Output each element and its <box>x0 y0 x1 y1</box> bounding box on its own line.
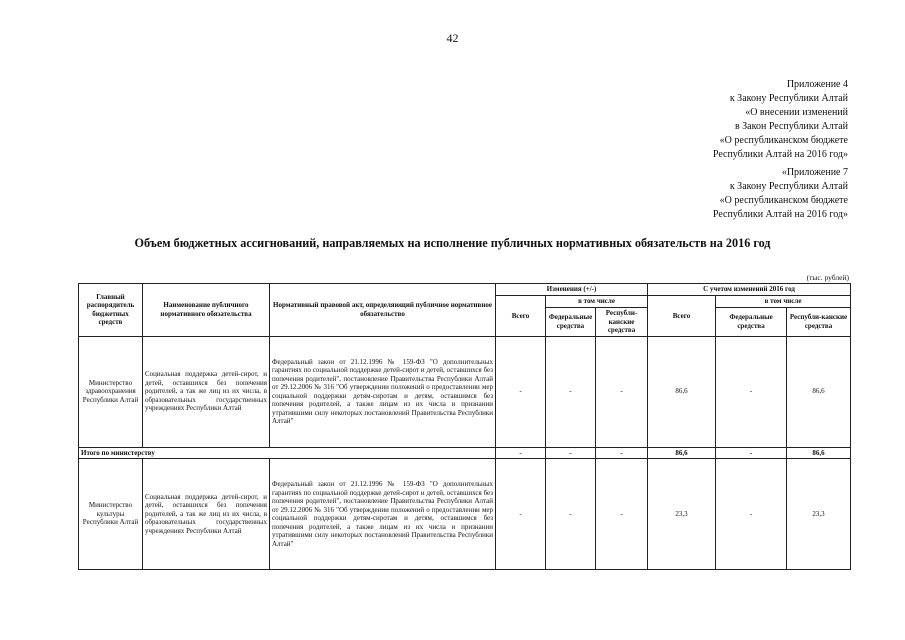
cell-changes-federal: - <box>546 336 596 447</box>
cell-total-with-changes-republican: 86,6 <box>787 447 851 459</box>
cell-with-changes-republican: 86,6 <box>787 336 851 447</box>
cell-with-changes-republican: 23,3 <box>787 459 851 570</box>
table-header-row <box>79 284 851 296</box>
cell-with-changes-total: 23,3 <box>648 459 716 570</box>
header-changes-republican: Республи-канские средства <box>596 308 648 337</box>
document-title: Объем бюджетных ассигнований, направляемых на исполнение публичных нормативных обязательств на 2016 год <box>134 236 771 250</box>
appendix-line: «О республиканском бюджете <box>719 195 848 206</box>
header-administrator: Главный распорядитель бюджетных средств <box>79 284 143 337</box>
cell-with-changes-federal: - <box>716 459 787 570</box>
cell-changes-republican: - <box>596 336 648 447</box>
appendix-line: к Закону Республики Алтай <box>729 93 848 104</box>
cell-total-with-changes-total: 86,6 <box>648 447 716 459</box>
appendix-original-header <box>713 166 848 222</box>
header-changes-including: в том числе <box>546 296 648 308</box>
table-row <box>79 336 851 447</box>
units-label: (тыс. рублей) <box>806 273 849 282</box>
cell-legal-act: Федеральный закон от 21.12.1996 № 159-ФЗ "О дополнительных гарантиях по социальной поддержке детей-сирот и детей, оставшихся без попечения родителей", постановление Правительства Республики Алтай от 29.12.2006 № 316 "Об утверждении положений о предоставлении мер социальной поддержки детям-сиротам и детям, оставшимся без попечения родителей, а также лицам из их числа и признании утратившими силу некоторых постановлений Правительства Республики Алтай" <box>270 336 496 447</box>
header-changes: Изменения (+/-) <box>496 284 648 296</box>
cell-obligation: Социальная поддержка детей-сирот, и детей, оставшихся без попечения родителей, а так же лиц из их числа, в образовательных государственных учреждениях Республики Алтай <box>143 459 270 570</box>
header-with-changes-total: Всего <box>648 296 716 337</box>
appendix-line: «Приложение 7 <box>781 167 848 178</box>
appendix-current-header <box>713 78 848 162</box>
appendix-line: Республики Алтай на 2016 год» <box>712 149 848 160</box>
header-with-changes-including: в том числе <box>716 296 851 308</box>
cell-with-changes-total: 86,6 <box>648 336 716 447</box>
cell-legal-act: Федеральный закон от 21.12.1996 № 159-ФЗ "О дополнительных гарантиях по социальной поддержке детей-сирот и детей, оставшихся без попечения родителей", постановление Правительства Республики Алтай от 29.12.2006 № 316 "Об утверждении положений о предоставлении мер социальной поддержки детям-сиротам и детям, оставшимся без попечения родителей, а также лицам из их числа и признании утратившими силу некоторых постановлений Правительства Республики Алтай" <box>270 459 496 570</box>
appendix-line: в Закон Республики Алтай <box>734 121 848 132</box>
cell-total-changes-total: - <box>496 447 546 459</box>
cell-total-label: Итого по министерству <box>79 447 496 459</box>
cell-administrator: Министерство культуры Республики Алтай <box>79 459 143 570</box>
cell-obligation: Социальная поддержка детей-сирот, и детей, оставшихся без попечения родителей, а так же лиц из их числа, в образовательных государственных учреждениях Республики Алтай <box>143 336 270 447</box>
cell-with-changes-federal: - <box>716 336 787 447</box>
header-changes-total: Всего <box>496 296 546 337</box>
header-legal-act: Нормативный правовой акт, определяющий публичное нормативное обязательство <box>270 284 496 337</box>
header-with-changes-republican: Республи-канские средства <box>787 308 851 337</box>
cell-changes-total: - <box>496 336 546 447</box>
cell-total-changes-federal: - <box>546 447 596 459</box>
appendix-line: «О внесении изменений <box>745 107 848 118</box>
table-row <box>79 459 851 570</box>
cell-administrator: Министерство здравоохранения Республики Алтай <box>79 336 143 447</box>
page-number: 42 <box>446 31 459 45</box>
cell-total-with-changes-federal: - <box>716 447 787 459</box>
cell-changes-republican: - <box>596 459 648 570</box>
ministry-total-row <box>79 447 851 459</box>
cell-changes-federal: - <box>546 459 596 570</box>
cell-total-changes-republican: - <box>596 447 648 459</box>
appendix-line: Приложение 4 <box>786 79 848 90</box>
header-with-changes-federal: Федеральные средства <box>716 308 787 337</box>
header-with-changes: С учетом изменений 2016 год <box>648 284 851 296</box>
appendix-line: к Закону Республики Алтай <box>729 181 848 192</box>
header-changes-federal: Федеральные средства <box>546 308 596 337</box>
obligations-table <box>78 283 851 570</box>
header-obligation: Наименование публичного нормативного обязательства <box>143 284 270 337</box>
cell-changes-total: - <box>496 459 546 570</box>
appendix-line: «О республиканском бюджете <box>719 135 848 146</box>
appendix-line: Республики Алтай на 2016 год» <box>712 209 848 220</box>
